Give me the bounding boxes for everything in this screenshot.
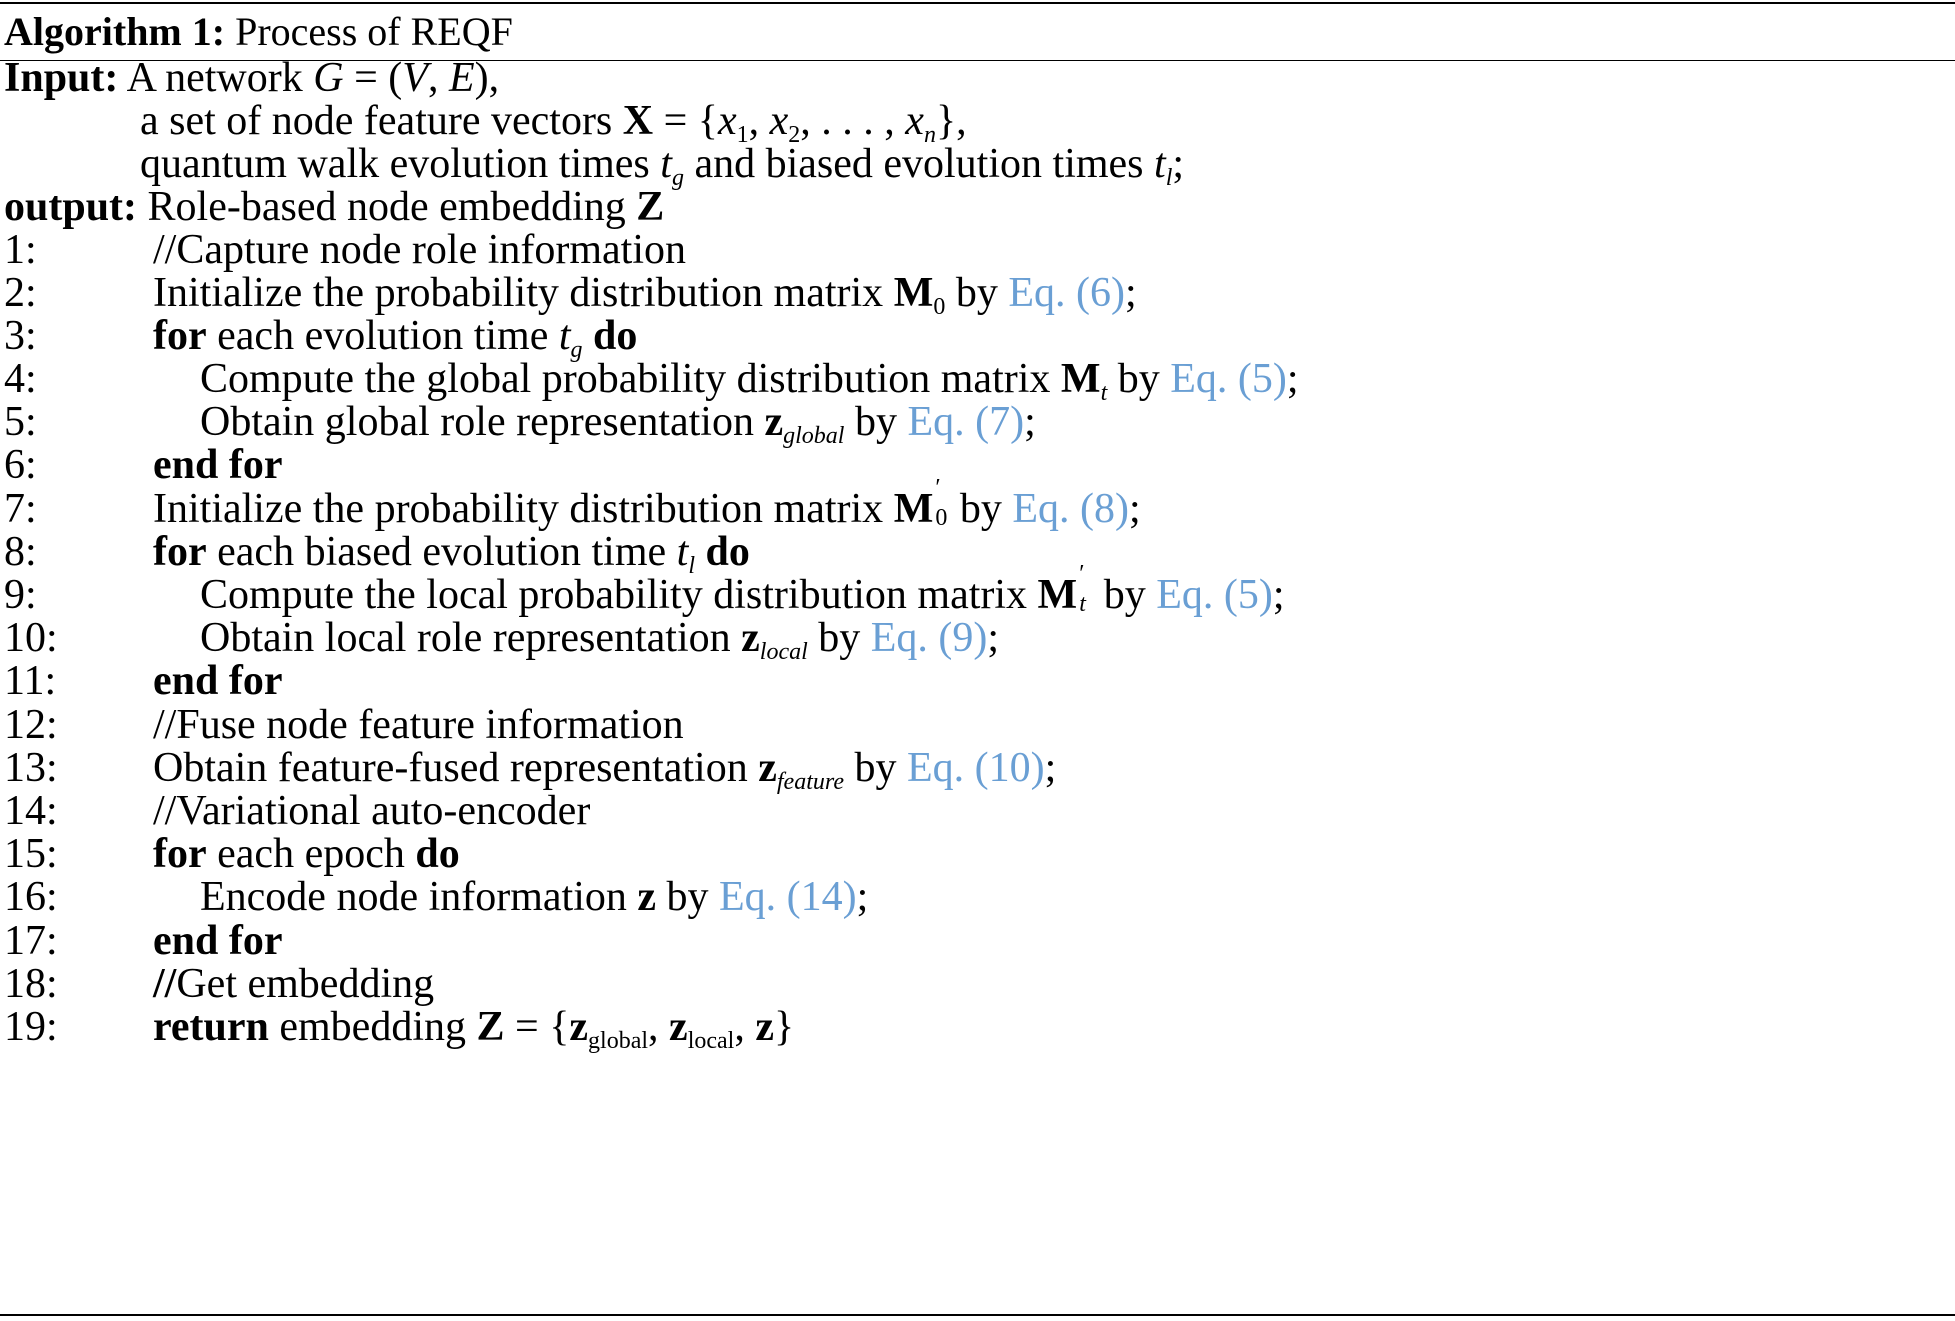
step-10: Obtain local role representation $z_{local}$ by Eq. (9); — [200, 615, 1000, 665]
step-8: for each biased evolution time $t_l$ do — [153, 529, 750, 579]
step-9: Compute the local probability distribution matrix M ′ t by Eq. (5); — [200, 561, 1285, 618]
algorithm-title — [4, 8, 513, 56]
eq-10-link[interactable]: Eq. (10) — [906, 745, 1045, 791]
output-line: output: Role-based node embedding Z — [4, 184, 665, 230]
eq-7-link[interactable]: Eq. (7) — [907, 399, 1025, 445]
step-4: Compute the global probability distribution matrix $M_t$ by Eq. (5); — [200, 356, 1299, 406]
step-15: for each epoch do — [153, 831, 460, 877]
bottom-rule — [0, 1314, 1955, 1316]
top-rule — [0, 2, 1955, 4]
step-number: 7: — [4, 486, 37, 532]
step-3: for each evolution time $t_g$ do — [153, 313, 638, 363]
step-18: //Get embedding — [153, 961, 435, 1007]
step-19: return embedding $Z = \{z_{global}$, $z_{local}$, z} — [153, 1004, 795, 1054]
step-number: 9: — [4, 572, 37, 618]
step-number: 8: — [4, 529, 37, 575]
step-number: 1: — [4, 227, 37, 273]
step-number: 17: — [4, 918, 58, 964]
step-number: 10: — [4, 615, 58, 661]
step-14: //Variational auto-encoder — [153, 788, 591, 834]
step-12: //Fuse node feature information — [153, 702, 684, 748]
step-number: 2: — [4, 270, 37, 316]
step-number: 3: — [4, 313, 37, 359]
eq-8-link[interactable]: Eq. (8) — [1012, 486, 1129, 532]
step-17: end for — [153, 918, 283, 964]
step-number: 19: — [4, 1004, 58, 1050]
step-7: Initialize the probability distribution matrix M ′ 0 by Eq. (8); — [153, 475, 1141, 532]
step-6: end for — [153, 442, 283, 488]
step-number: 5: — [4, 399, 37, 445]
step-number: 13: — [4, 745, 58, 791]
output-label: output: — [4, 184, 138, 230]
eq-14-link[interactable]: Eq. (14) — [719, 874, 857, 920]
step-5: Obtain global role representation $z_{global}$ by Eq. (7); — [200, 399, 1036, 449]
step-13: Obtain feature-fused representation $z_{feature}$ by Eq. (10); — [153, 745, 1057, 795]
input-line-2: a set of node feature vectors $X = \{x_1$, $x_2$, . . . , $x_n$}, — [140, 98, 967, 148]
eq-5-link[interactable]: Eq. (5) — [1170, 356, 1287, 402]
step-number: 16: — [4, 874, 58, 920]
step-11: end for — [153, 658, 283, 704]
eq-5-link[interactable]: Eq. (5) — [1156, 572, 1273, 618]
step-number: 14: — [4, 788, 58, 834]
step-2: Initialize the probability distribution matrix $M_0$ by Eq. (6); — [153, 270, 1137, 320]
step-number: 12: — [4, 702, 58, 748]
step-16: Encode node information z by Eq. (14); — [200, 874, 869, 920]
step-number: 6: — [4, 442, 37, 488]
step-1: //Capture node role information — [153, 227, 687, 273]
input-line-3: quantum walk evolution times $t_g$ and biased evolution times $t_l$; — [140, 141, 1185, 191]
algorithm-label: Algorithm 1: — [4, 9, 226, 54]
eq-9-link[interactable]: Eq. (9) — [870, 615, 988, 661]
step-number: 11: — [4, 658, 57, 704]
input-line-1: Input: A network G = (V, E), — [4, 55, 500, 101]
eq-6-link[interactable]: Eq. (6) — [1008, 270, 1125, 316]
step-number: 4: — [4, 356, 37, 402]
step-number: 18: — [4, 961, 58, 1007]
input-label: Input: — [4, 55, 119, 101]
step-number: 15: — [4, 831, 58, 877]
algorithm-name: Process of REQF — [235, 9, 513, 54]
